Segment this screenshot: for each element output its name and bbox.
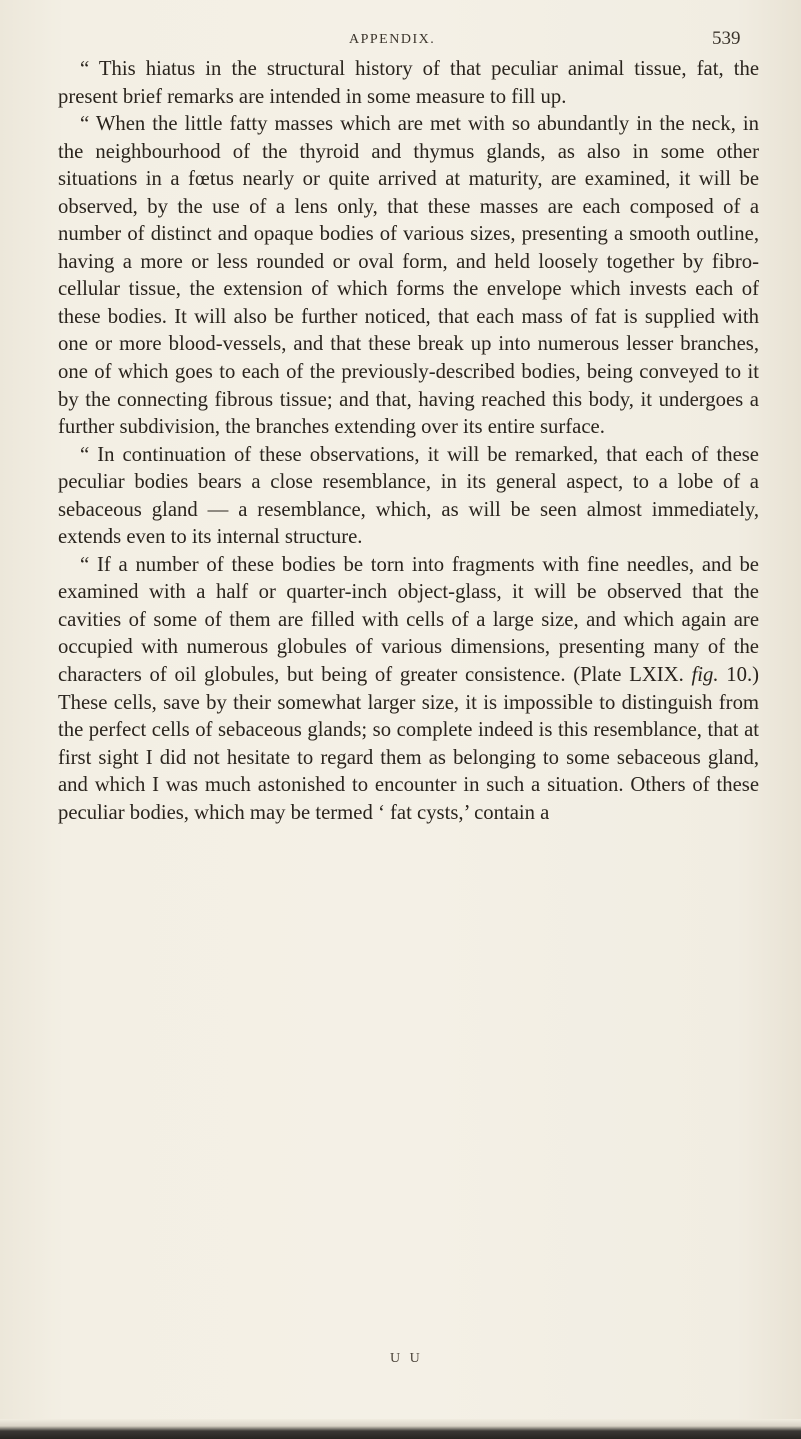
running-head: APPENDIX. [349, 32, 436, 47]
paragraph-text: 10.) These cells, save by their somewhat larger size, it is impossible to distinguish from the perfect cells of sebaceous glands; so complete indeed is this resemblance, that at first sight I did not hesitate to regard them as belonging to some sebaceous gland, and which I was much astonished to encounter in such a situation. Others of these peculiar bodies, which may be termed ‘ fat cysts,’ contain a [58, 664, 759, 824]
paragraph: “ In continuation of these observations, it will be remarked, that each of these peculiar bodies bears a close resemblance, in its general aspect, to a lobe of a sebaceous gland — a resemblance, which, as will be seen almost immediately, extends even to its internal structure. [58, 443, 759, 549]
page-header [0, 28, 801, 54]
signature-mark: U U [390, 1351, 423, 1366]
paragraph-text: “ If a number of these bodies be torn into fragments with fine needles, and be examined with a half or quarter-inch object-glass, it will be observed that the cavities of some of them are filled with cells of a large size, and which again are occupied with numerous globules of various dimensions, presenting many of the characters of oil globules, but being of greater consistence. (Plate LXIX. [58, 553, 759, 687]
paragraph: “ When the little fatty masses which are met with so abundantly in the neck, in the neighbourhood of the thyroid and thymus glands, as also in some other situations in a fœtus nearly or quite arrived at maturity, are examined, it will be observed, by the use of a lens only, that these masses are each composed of a number of distinct and opaque bodies of various sizes, presenting a smooth outline, having a more or less rounded or oval form, and held loosely together by fibro-cellular tissue, the extension of which forms the envelope which invests each of these bodies. It will also be further noticed, that each mass of fat is supplied with one or more blood-vessels, and that these break up into numerous lesser branches, one of which goes to each of the previously-described bodies, being conveyed to it by the connecting fibrous tissue; and that, having reached this body, it undergoes a further subdivision, the branches extending over its entire surface. [58, 113, 759, 439]
page-number: 539 [712, 28, 741, 49]
page-bottom-edge [0, 1419, 801, 1439]
figure-reference: fig. [691, 664, 719, 687]
body-text [58, 56, 759, 827]
paragraph: “ This hiatus in the structural history of that peculiar animal tissue, fat, the present brief remarks are intended in some measure to fill up. [58, 58, 759, 108]
paragraph [58, 552, 759, 827]
